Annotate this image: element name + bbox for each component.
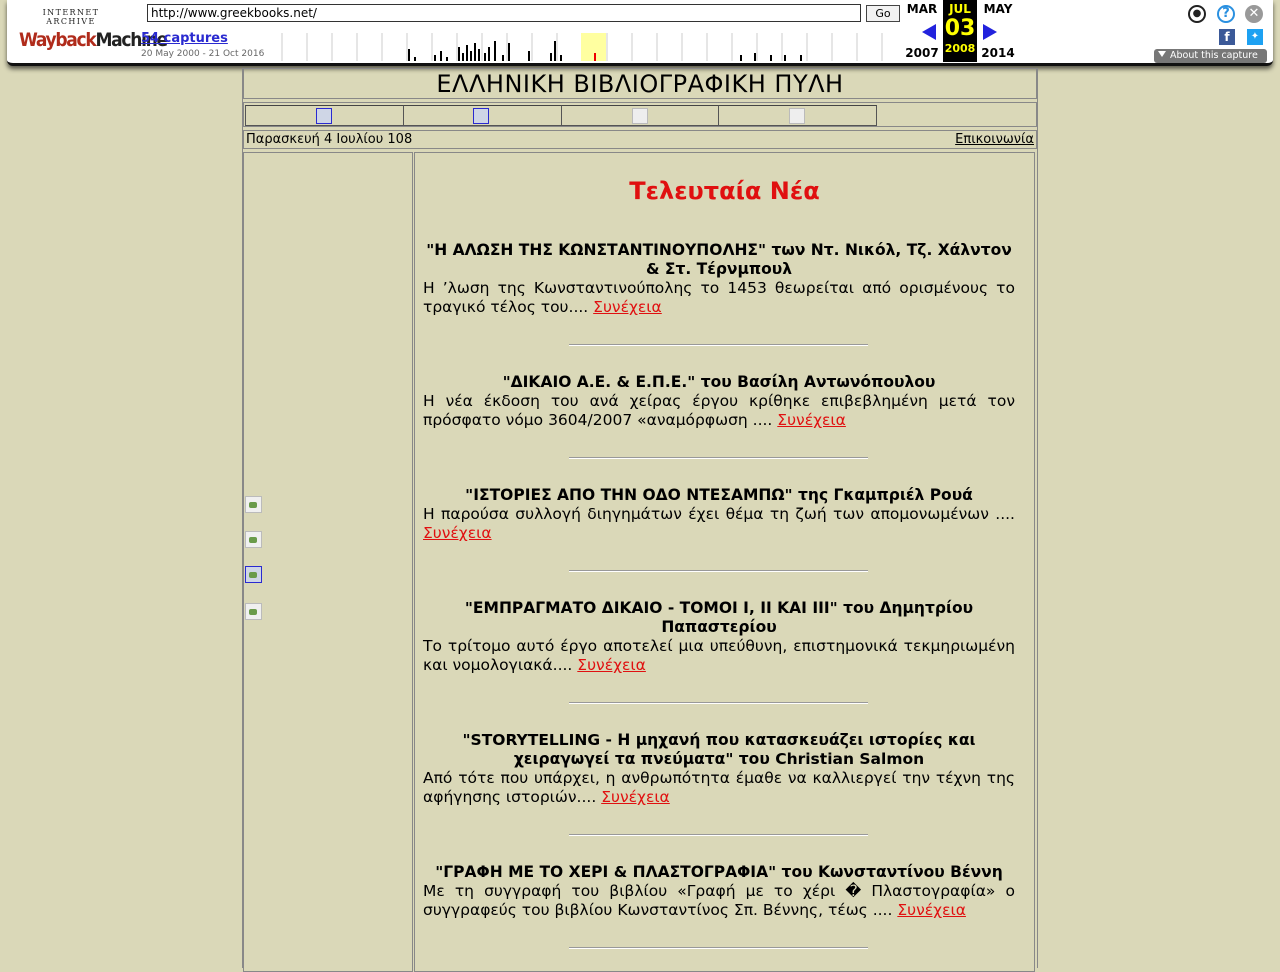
news-heading: Τελευταία Νέα [629,177,820,205]
news-title[interactable]: "ΓΡΑΦΗ ΜΕ ΤΟ ΧΕΡΙ & ΠΛΑΣΤΟΓΡΑΦΙΑ" του Κωνσταντίνου Βέννη [435,863,1003,881]
broken-image-icon [632,108,648,124]
wayback-toolbar [7,0,1273,66]
news-item [423,373,1015,430]
capture-sparkline[interactable] [274,33,902,61]
logo-word-wayback: Wayback [19,29,96,51]
nav-item-2[interactable] [403,105,562,126]
broken-image-icon [249,537,257,543]
news-title[interactable]: "ΙΣΤΟΡΙΕΣ ΑΠΟ ΤΗΝ ΟΔΟ ΝΤΕΣΑΜΠΩ" της Γκαμπριέλ Ρουά [465,486,973,504]
news-item [423,599,1015,675]
nav-bar [243,102,1037,127]
news-summary: Η νέα έκδοση του ανά χείρας έργου κρίθηκε επιβεβλημένη μετά τον πρόσφατο νόμο 3604/2007 «αναμόρφωση .... [423,392,1015,429]
current-date: Παρασκευή 4 Ιουλίου 108 [246,132,413,147]
nav-item-3[interactable] [561,105,719,126]
left-sidebar [243,152,413,972]
current-day: 03 [944,16,976,41]
sidebar-banner-1[interactable] [245,496,262,513]
news-summary: Η ’λωση της Κωνσταντινούπολης το 1453 θεωρείται από ορισμένους το τραγικό τέλος του.... [423,279,1015,316]
internet-archive-label: INTERNET ARCHIVE [42,8,100,26]
site-title: ΕΛΛΗΝΙΚΗ ΒΙΒΛΙΟΓΡΑΦΙΚΗ ΠΥΛΗ [243,68,1037,99]
news-item [423,863,1015,920]
current-capture-date [943,0,977,62]
divider [569,702,868,704]
wayback-logo[interactable] [19,8,167,53]
captures-link[interactable]: 54 captures [141,31,228,46]
sidebar-banner-3[interactable] [245,566,262,583]
date-bar [243,130,1037,149]
prev-month[interactable]: MAR [906,2,938,16]
news-title[interactable]: "ΔΙΚΑΙΟ Α.Ε. & Ε.Π.Ε." του Βασίλη Αντωνόπουλου [502,373,936,391]
read-more-link[interactable]: Συνέχεια [777,411,846,429]
sidebar-banner-4[interactable] [245,603,262,620]
news-item [423,486,1015,543]
chevron-down-icon [1158,51,1166,57]
prev-capture-arrow-icon[interactable] [922,24,936,40]
logo-word-machine: Machine [95,29,167,51]
news-item [423,241,1015,317]
news-item [423,731,1015,807]
current-year: 2008 [944,42,976,55]
current-month: JUL [949,2,971,16]
news-title[interactable]: "Η ΑΛΩΣΗ ΤΗΣ ΚΩΝΣΤΑΝΤΙΝΟΥΠΟΛΗΣ" των Ντ. Νικόλ, Τζ. Χάλντον & Στ. Τέρνμπουλ [426,241,1012,278]
news-title[interactable]: "ΕΜΠΡΑΓΜΑΤΟ ΔΙΚΑΙΟ - ΤΟΜΟΙ Ι, ΙΙ ΚΑΙ ΙΙΙ" του Δημητρίου Παπαστερίου [464,599,974,636]
nav-item-4[interactable] [718,105,877,126]
read-more-link[interactable]: Συνέχεια [423,524,492,542]
url-input[interactable] [147,4,861,22]
nav-image-icon [316,108,332,124]
sidebar-banner-2[interactable] [245,531,262,548]
broken-image-icon [789,108,805,124]
next-year[interactable]: 2014 [981,46,1015,60]
news-summary: Το τρίτομο αυτό έργο αποτελεί μια υπεύθυνη, επιστημονικά τεκμηριωμένη και νομολογιακά.... [423,637,1015,674]
go-button[interactable]: Go [866,5,900,22]
contact-link[interactable]: Επικοινωνία [955,132,1034,147]
user-icon[interactable]: ● [1188,5,1206,23]
page-border-right [1037,68,1040,968]
divider [569,457,868,459]
close-icon[interactable]: ✕ [1245,5,1263,23]
news-title[interactable]: "STORYTELLING - Η μηχανή που κατασκευάζει ιστορίες και χειραγωγεί τα πνεύματα" του Christian Salmon [462,731,976,768]
divider [569,947,868,949]
next-capture-arrow-icon[interactable] [983,24,997,40]
nav-image-icon [473,108,489,124]
read-more-link[interactable]: Συνέχεια [601,788,670,806]
divider [569,570,868,572]
read-more-link[interactable]: Συνέχεια [897,901,966,919]
prev-year[interactable]: 2007 [905,46,939,60]
facebook-icon[interactable]: f [1219,29,1235,45]
read-more-link[interactable]: Συνέχεια [593,298,662,316]
image-icon [249,572,257,578]
capture-range: 20 May 2000 - 21 Oct 2016 [141,49,265,59]
nav-item-1[interactable] [245,105,404,126]
next-month[interactable]: MAY [983,2,1013,16]
news-summary: Από τότε που υπάρχει, η ανθρωπότητα έμαθε να καλλιεργεί την τέχνη της αφήγησης ιστοριών.... [423,769,1015,806]
main-content [414,152,1035,972]
divider [569,834,868,836]
divider [569,344,868,346]
twitter-icon[interactable]: ✦ [1247,29,1263,45]
news-summary: Η παρούσα συλλογή διηγημάτων έχει θέμα τη ζωή των απομονωμένων .... [423,505,1015,523]
news-summary: Με τη συγγραφή του βιβλίου «Γραφή με το χέρι � Πλαστογραφία» ο συγγραφεύς του βιβλίου Κωνσταντίνος Σπ. Βέννης, τέως .... [423,882,1015,919]
broken-image-icon [249,502,257,508]
read-more-link[interactable]: Συνέχεια [577,656,646,674]
broken-image-icon [249,609,257,615]
about-capture-button[interactable]: About this capture [1154,49,1267,63]
help-icon[interactable]: ? [1217,5,1235,23]
